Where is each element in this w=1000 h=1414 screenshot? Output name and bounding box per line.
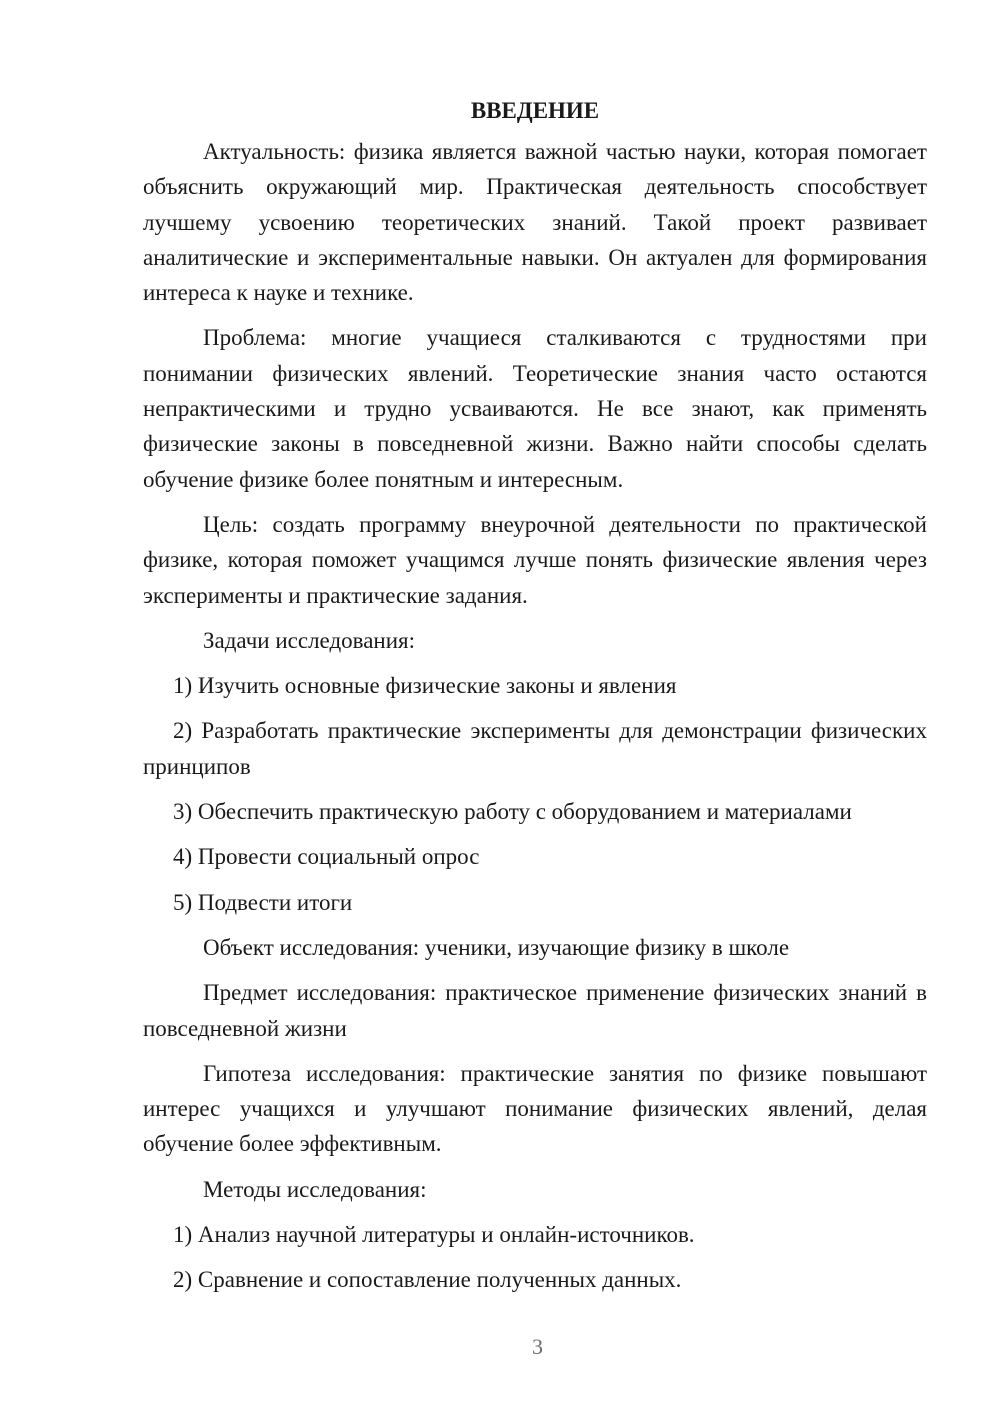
subject-paragraph: Предмет исследования: практическое применение физических знаний в повседневной жизни — [143, 980, 927, 1041]
page-number: 3 — [532, 1334, 543, 1359]
hypothesis-paragraph: Гипотеза исследования: практические занятия по физике повышают интерес учащихся и улучшают понимание физических явлений, делая обучение более эффективным. — [143, 1060, 927, 1157]
task-item: 4) Провести социальный опрос — [173, 844, 480, 870]
tasks-title: Задачи исследования: — [203, 627, 416, 653]
problem-paragraph: Проблема: многие учащиеся сталкиваются с трудностями при понимании физических явлений. Теоретические знания часто остаются непрактическими и трудно усваиваются. Не все знают, как применять физические законы в повседневной жизни. Важно найти способы сделать обучение физике более понятным и интересным. — [143, 325, 927, 492]
task-item: 2) Разработать практические эксперименты для демонстрации физических принципов — [143, 718, 927, 779]
method-item: 1) Анализ научной литературы и онлайн-источников. — [173, 1222, 695, 1248]
method-item: 2) Сравнение и сопоставление полученных данных. — [173, 1267, 682, 1293]
goal-paragraph: Цель: создать программу внеурочной деятельности по практической физике, которая поможет учащимся лучше понять физические явления через эксперименты и практические задания. — [143, 511, 927, 608]
task-item: 5) Подвести итоги — [173, 889, 353, 915]
section-heading: ВВЕДЕНИЕ — [470, 98, 600, 123]
task-item: 3) Обеспечить практическую работу с оборудованием и материалами — [173, 799, 852, 825]
page-content — [143, 93, 927, 1308]
relevance-paragraph: Актуальность: физика является важной частью науки, которая помогает объяснить окружающий мир. Практическая деятельность способствует лучшему усвоению теоретических знаний. Такой проект развивает аналитические и экспериментальные навыки. Он актуален для формирования интереса к науке и технике. — [143, 139, 927, 306]
methods-title: Методы исследования: — [203, 1176, 427, 1202]
task-item: 1) Изучить основные физические законы и явления — [173, 673, 677, 699]
object-paragraph: Объект исследования: ученики, изучающие физику в школе — [203, 934, 790, 960]
